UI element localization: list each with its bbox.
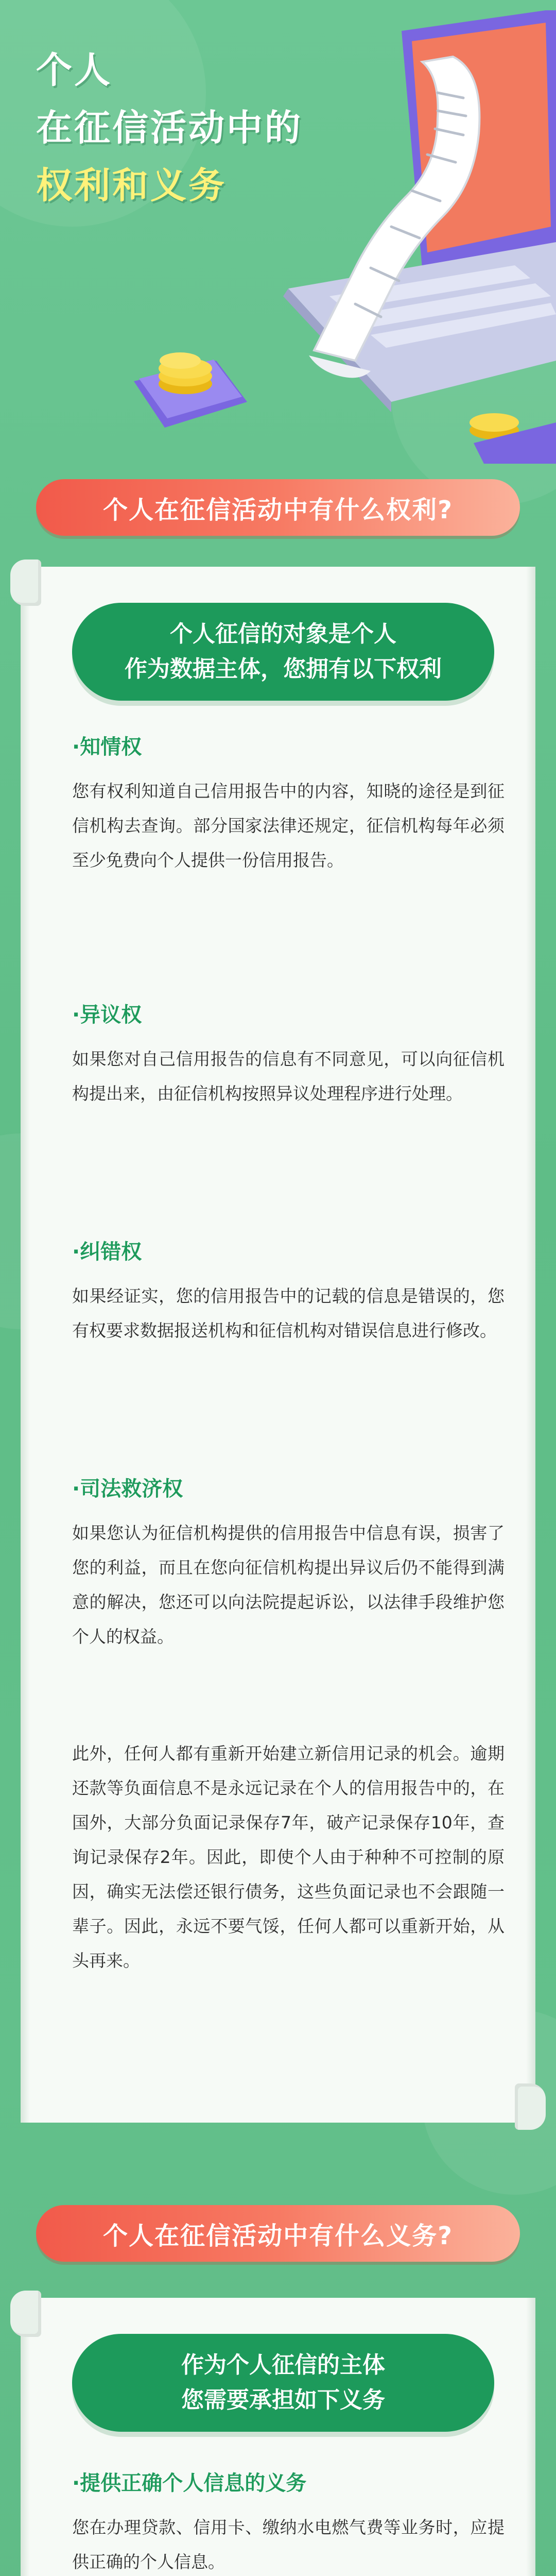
duties-section-header (36, 2205, 520, 2262)
right-item-correction (72, 1236, 505, 1348)
card-edge (21, 2313, 30, 2576)
right-item-objection (72, 999, 505, 1111)
rights-subject-banner (72, 603, 494, 701)
scroll-curl-top (10, 2291, 41, 2337)
right-item-body: 如果您对自己信用报告的信息有不同意见，可以向征信机构提出来，由征信机构按照异议处理程序进行处理。 (72, 1049, 505, 1104)
right-item-title: ·异议权 (72, 1003, 142, 1027)
right-item-title: ·纠错权 (72, 1240, 142, 1264)
duties-section-title: 个人在征信活动中有什么义务? (103, 2221, 453, 2250)
right-item-title: ·司法救济权 (72, 1477, 183, 1501)
scroll-curl-bottom (515, 2083, 546, 2130)
rights-subject-line: 作为数据主体，您拥有以下权利 (125, 656, 442, 682)
right-item-body: 您有权利知道自己信用报告中的内容，知晓的途径是到征信机构去查询。部分国家法律还规定，征信机构每年必须至少免费向个人提供一份信用报告。 (72, 781, 505, 870)
right-item-body: 如果您认为征信机构提供的信用报告中信息有误，损害了您的利益，而且在您向征信机构提出异议后仍不能得到满意的解决，您还可以向法院提起诉讼，以法律手段维护您个人的权益。 (72, 1523, 505, 1647)
hero-title-line: 在征信活动中的 (36, 107, 303, 149)
rights-closing-note (72, 1736, 505, 1978)
duty-item-title: ·提供正确个人信息的义务 (72, 2471, 307, 2495)
right-item-body: 如果经证实，您的信用报告中的记载的信息是错误的，您有权要求数据报送机构和征信机构对错误信息进行修改。 (72, 1286, 505, 1341)
hero-title-highlight: 权利和义务 (36, 164, 227, 207)
duties-subject-banner (72, 2334, 494, 2432)
card-edge (526, 567, 535, 2107)
closing-paragraph: 此外，任何人都有重新开始建立新信用记录的机会。逾期还款等负面信息不是永远记录在个人的信用报告中的，在国外，大部分负面记录保存7年，破产记录保存10年，查询记录保存2年。因此，即使个人由于种种不可控制的原因，确实无法偿还银行债务，这些负面记录也不会跟随一辈子。因此，永远不要气馁，任何人都可以重新开始，从头再来。 (72, 1743, 505, 1971)
scroll-curl-top (10, 560, 41, 606)
rights-section-header (36, 479, 520, 536)
card-edge (21, 582, 30, 2123)
duty-item-body: 您在办理贷款、信用卡、缴纳水电燃气费等业务时，应提供正确的个人信息。 (72, 2517, 505, 2572)
hero-title-line: 个人 (36, 49, 112, 91)
card-edge (526, 2298, 535, 2576)
right-item-title: ·知情权 (72, 735, 142, 759)
hero-banner (0, 0, 556, 464)
right-item-judicial (72, 1473, 505, 1654)
rights-section-title: 个人在征信活动中有什么权利? (103, 495, 453, 524)
right-item-know (72, 732, 505, 877)
rights-card (21, 567, 535, 2123)
duties-subject-line: 作为个人征信的主体 (181, 2352, 385, 2378)
hero-title (36, 41, 303, 214)
duty-item-accurate-info (72, 2468, 505, 2576)
duties-subject-line: 您需要承担如下义务 (181, 2387, 385, 2413)
duties-card (21, 2298, 535, 2576)
rights-subject-line: 个人征信的对象是个人 (170, 621, 396, 647)
